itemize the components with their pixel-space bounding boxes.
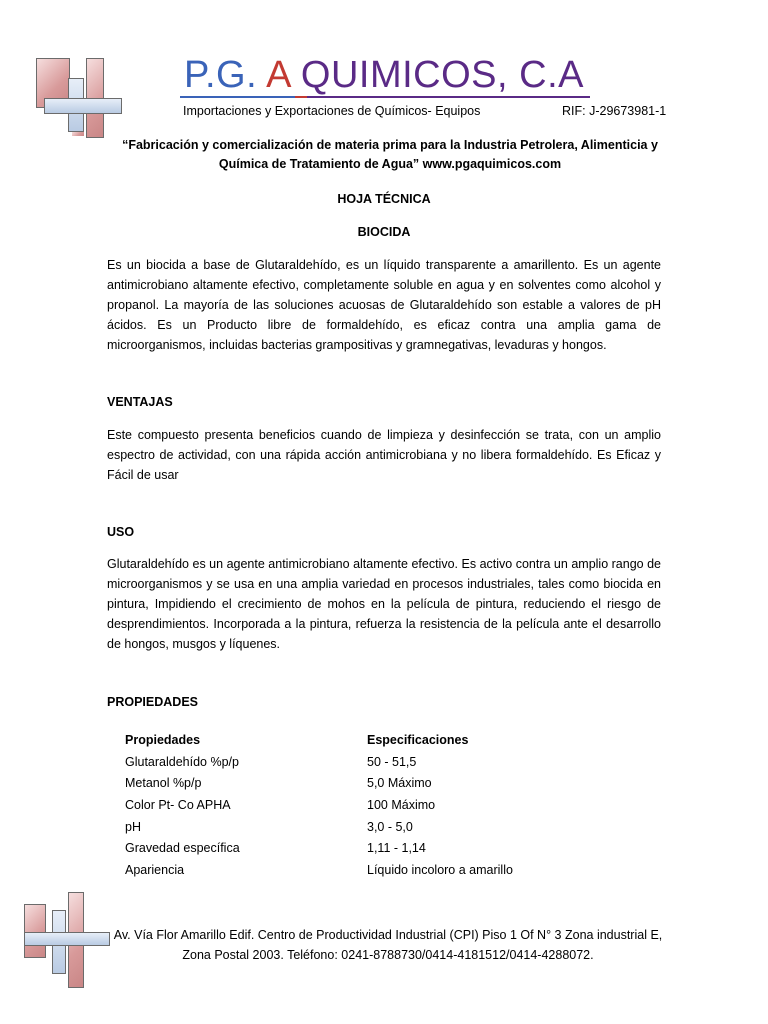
company-name-part3: QUIMICOS, C.A [289,54,584,96]
slogan-line-1: “Fabricación y comercialización de materia prima para la Industria Petrolera, Alimenticia y [122,138,658,152]
property-name: Metanol %p/p [125,776,202,791]
ventajas-heading: VENTAJAS [107,395,173,409]
company-rif: RIF: J-29673981-1 [562,104,667,118]
properties-table-header [125,730,575,752]
company-name-part1: P.G. [184,54,267,96]
property-value: 100 Máximo [367,798,436,813]
table-row [125,795,575,817]
propiedades-heading: PROPIEDADES [107,695,198,709]
property-value: 1,11 - 1,14 [367,841,426,856]
property-name: Apariencia [125,863,185,878]
col-propiedades-header: Propiedades [125,733,201,747]
property-value: Líquido incoloro a amarillo [367,863,513,878]
product-name: BIOCIDA [357,225,411,239]
property-value: 3,0 - 5,0 [367,819,413,834]
document-title: HOJA TÉCNICA [337,192,431,206]
title-underline [180,96,590,98]
ventajas-paragraph: Este compuesto presenta beneficios cuando de limpieza y desinfección se trata, con un amplio espectro de actividad, con una rápida acción antimicrobiana y no libera formaldehído. Es Eficaz y Fácil de usar [107,428,661,483]
table-row [125,838,575,860]
slogan-line-2: Química de Tratamiento de Agua” www.pgaquimicos.com [218,157,562,171]
table-row [125,752,575,774]
col-especificaciones-header: Especificaciones [367,733,469,747]
footer-line-1: Av. Vía Flor Amarillo Edif. Centro de Productividad Industrial (CPI) Piso 1 Of N° 3 Zona industrial E, [113,928,663,942]
property-name: Gravedad específica [125,841,240,856]
table-row [125,817,575,839]
property-name: Color Pt- Co APHA [125,798,231,813]
company-name-part2: A [266,54,290,96]
property-name: pH [125,819,141,834]
properties-table [125,730,575,882]
company-name [0,52,768,98]
uso-paragraph: Glutaraldehído es un agente antimicrobiano altamente efectivo. Es activo contra un amplio rango de microorganismos y se usa en una amplia variedad en procesos industriales, tales como biocida en pintura, Impidiendo el crecimiento de mohos en la película de pintura, reduciendo el riesgo de desprendimientos. Incorporada a la pintura, refuerza la resistencia de la película ante el desarrollo de hongos, musgos y líquenes. [107,557,661,652]
property-name: Glutaraldehído %p/p [125,754,239,769]
intro-paragraph: Es un biocida a base de Glutaraldehído, es un líquido transparente a amarillento. Es un agente antimicrobiano altamente efectivo, completamente soluble en agua y en solventes como alcohol y propanol. La mayoría de las soluciones acuosas de Glutaraldehído son estable a valores de pH ácidos. Es un Producto libre de formaldehído, es eficaz contra una amplia gama de microorganismos, incluidas bacterias grampositivas y gramnegativas, levaduras y hongos. [107,258,661,353]
footer-line-2: Zona Postal 2003. Teléfono: 0241-8788730/0414-4181512/0414-4288072. [182,947,594,962]
table-row [125,860,575,882]
property-value: 5,0 Máximo [367,776,432,791]
property-value: 50 - 51,5 [367,754,417,769]
company-subtitle: Importaciones y Exportaciones de Químicos- Equipos [183,104,481,118]
table-row [125,773,575,795]
uso-heading: USO [107,525,135,539]
footer-address [108,926,668,965]
company-slogan [90,136,690,174]
